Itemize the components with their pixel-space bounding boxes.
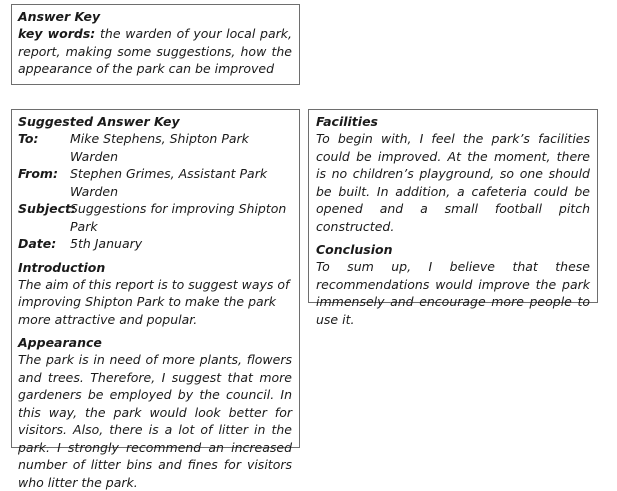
memo-value: 5th January — [70, 236, 143, 251]
memo-row-from — [18, 165, 292, 200]
conclusion-heading: Conclusion — [316, 242, 393, 257]
memo-label: From: — [18, 166, 58, 181]
answer-key-keywords — [18, 25, 292, 78]
appearance-heading: Appearance — [18, 335, 102, 350]
keywords-label: key words: — [18, 26, 96, 41]
introduction-text: The aim of this report is to suggest ways of improving Shipton Park to make the park more attractive and popular. — [18, 276, 290, 327]
keywords-text: the warden of your local park, report, making some suggestions, how the appearance of the park can be improved — [18, 26, 292, 76]
facilities-text: To begin with, I feel the park’s facilities could be improved. At the moment, there is no children’s playground, so one should be built. In addition, a cafeteria could be opened and a small football pitch constructed. — [316, 131, 590, 234]
answer-key-heading: Answer Key — [18, 9, 101, 24]
suggested-answer-heading: Suggested Answer Key — [18, 114, 180, 129]
memo-value: Stephen Grimes, Assistant Park Warden — [70, 166, 268, 199]
suggested-answer-box — [11, 109, 300, 490]
memo-label: Date: — [18, 236, 57, 251]
memo-row-date — [18, 235, 292, 253]
facilities-heading: Facilities — [316, 114, 378, 129]
memo-header — [18, 130, 292, 253]
facilities-box — [308, 109, 598, 327]
memo-label: To: — [18, 131, 39, 146]
appearance-text: The park is in need of more plants, flowers and trees. Therefore, I suggest that more gardeners be employed by the council. In this way, the park would look better for visitors. Also, there is a lot of litter in the park. I strongly recommend an increased number of litter bins and fines for visitors who litter the park. — [18, 352, 292, 490]
introduction-heading: Introduction — [18, 259, 106, 275]
memo-label: Subject: — [18, 201, 76, 216]
memo-row-to — [18, 130, 292, 165]
memo-value: Mike Stephens, Shipton Park Warden — [70, 131, 249, 164]
conclusion-text: To sum up, I believe that these recommendations would improve the park immensely and encourage more people to use it. — [316, 259, 590, 327]
memo-value: Suggestions for improving Shipton Park — [70, 201, 287, 234]
answer-key-box — [11, 4, 300, 85]
memo-row-subject — [18, 200, 292, 235]
